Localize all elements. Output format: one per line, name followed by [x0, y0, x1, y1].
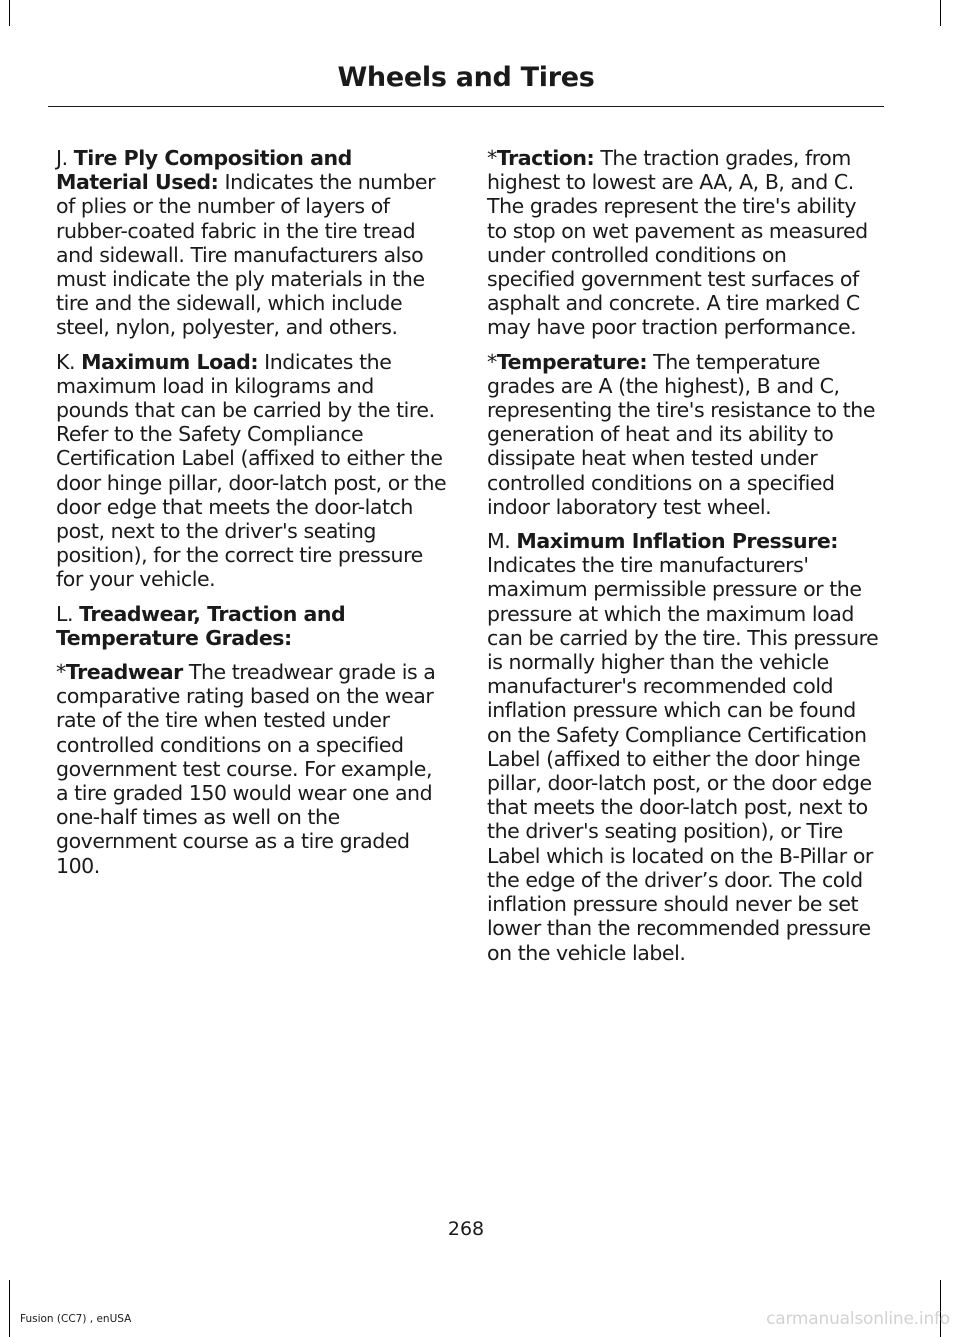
term-traction: Traction:: [496, 146, 595, 170]
paragraph-traction: *Traction: The traction grades, from highest to lowest are AA, A, B, and C. The grades represent the tire's ability to stop on wet pavement as measured under controlled conditions on specified government test surfaces of asphalt and concrete. A tire marked C may have poor traction performance.: [487, 146, 868, 340]
term-grades-heading: Treadwear, Traction and Temperature Grades:: [56, 601, 346, 650]
term-treadwear: Treadwear: [65, 660, 183, 685]
term-maximum-inflation-pressure: Maximum Inflation Pressure:: [516, 529, 839, 554]
paragraph-grades-heading: L. Treadwear, Traction and Temperature Grades:: [56, 601, 346, 650]
crop-mark-bottom-left-v: [9, 1280, 10, 1337]
paragraph-maximum-inflation-pressure: M. Maximum Inflation Pressure: Indicates the tire manufacturers' maximum permissible pressure or the pressure at which the maximum load can be carried by the tire. This pressure is normally higher than the vehicle manufacturer's recommended cold inflation pressure which can be found on the Safety Compliance Certification Label (affixed to either the door hinge pillar, door-latch post, or the door edge that meets the door-latch post, next to the driver's seating position), or Tire Label which is located on the B-Pillar or the edge of the driver’s door. The cold inflation pressure should never be set lower than the recommended pressure on the vehicle label.: [487, 529, 879, 965]
term-temperature: Temperature:: [496, 349, 648, 374]
right-column: [487, 146, 879, 975]
term-maximum-load: Maximum Load:: [81, 349, 259, 374]
crop-mark-top-left-v: [9, 0, 10, 26]
paragraph-temperature: *Temperature: The temperature grades are A (the highest), B and C, representing the tire's resistance to the generation of heat and its ability to dissipate heat when tested under controlled conditions on a specified indoor laboratory test wheel.: [487, 349, 875, 519]
term-tire-ply-composition: Tire Ply Composition and Material Used:: [56, 146, 352, 195]
document-id: Fusion (CC7) , enUSA: [20, 1313, 132, 1325]
crop-mark-top-right-v: [940, 0, 941, 26]
left-column: [56, 146, 448, 888]
page-title: Wheels and Tires: [337, 62, 595, 93]
paragraph-treadwear: *Treadwear The treadwear grade is a comparative rating based on the wear rate of the tire when tested under controlled conditions on a specified government test course. For example, a tire graded 150 would wear one and one-half times as well on the government course as a tire graded 100.: [56, 660, 436, 878]
paragraph-tire-ply-composition: J. Tire Ply Composition and Material Used: Indicates the number of plies or the number of layers of rubber-coated fabric in the tire tread and sidewall. Tire manufacturers also must indicate the ply materials in the tire and the sidewall, which include steel, nylon, polyester, and others.: [56, 146, 436, 340]
watermark: carmanualsonline.info: [766, 1309, 950, 1329]
paragraph-maximum-load: K. Maximum Load: Indicates the maximum load in kilograms and pounds that can be carried by the tire. Refer to the Safety Compliance Certification Label (affixed to either the door hinge pillar, door-latch post, or the door edge that meets the door-latch post, next to the driver's seating position), for the correct tire pressure for your vehicle.: [56, 349, 447, 592]
page-number: 268: [447, 1218, 485, 1240]
header-divider: [48, 106, 884, 107]
